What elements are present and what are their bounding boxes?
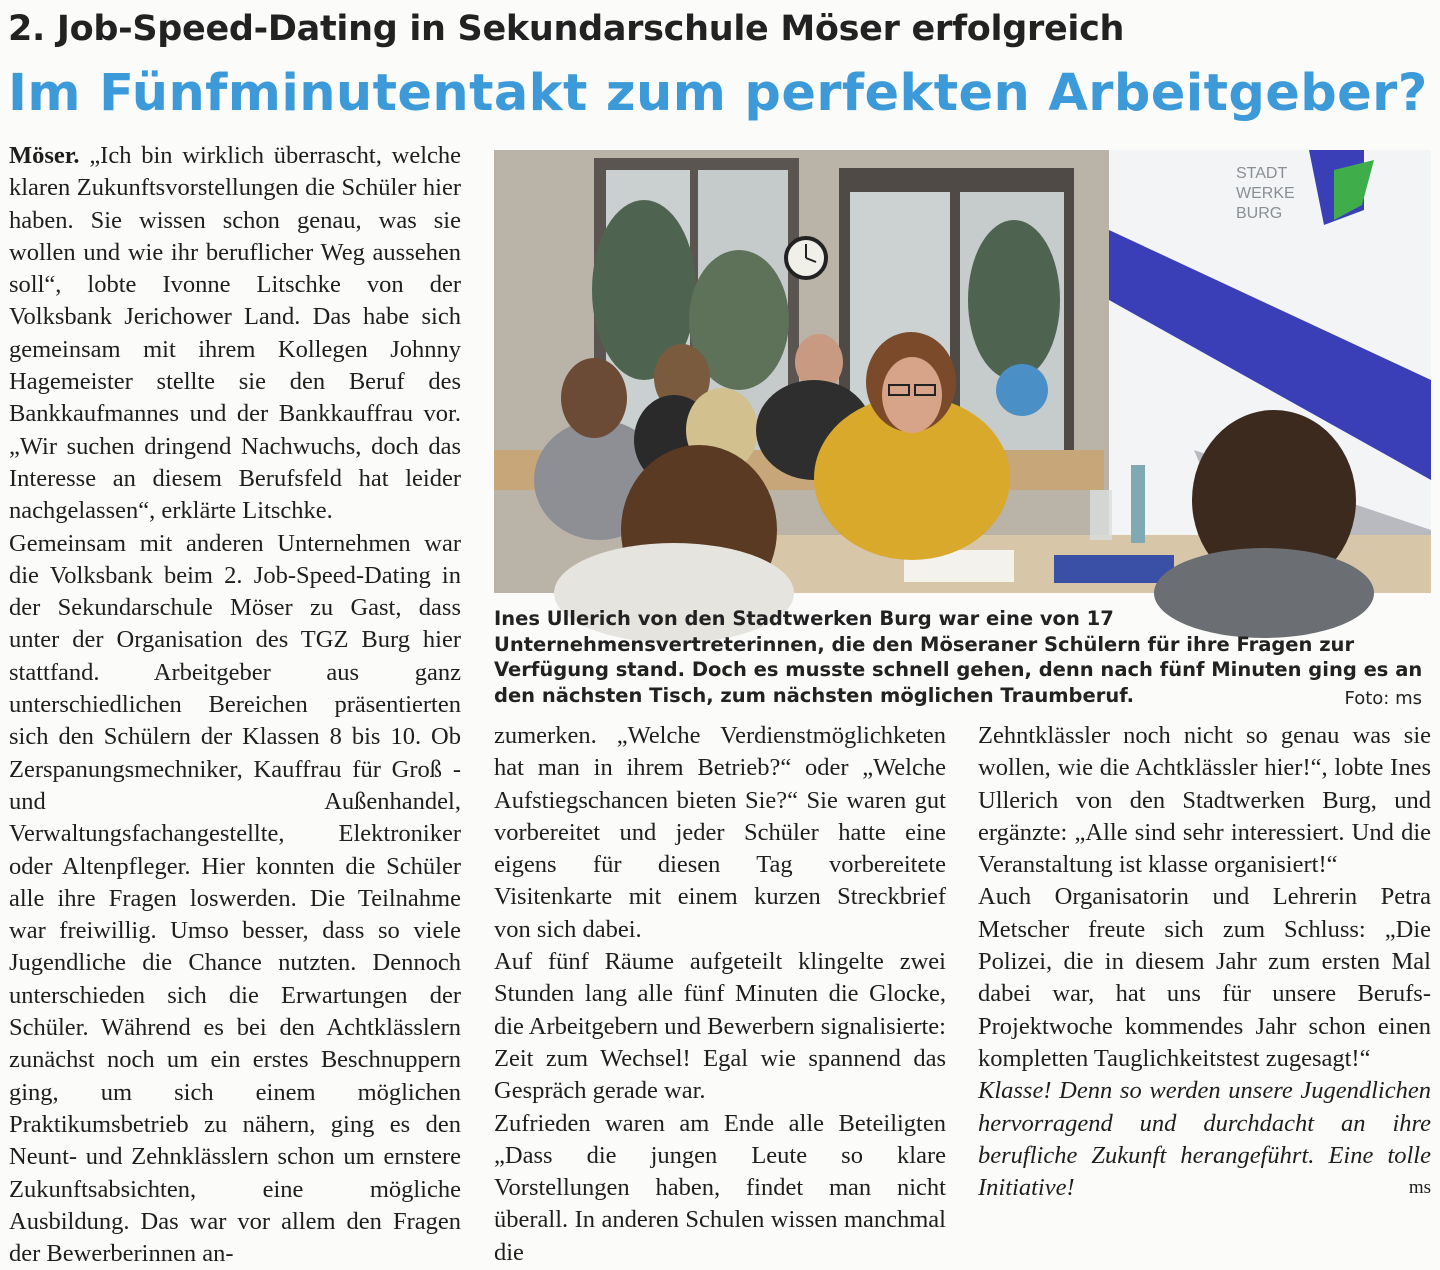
paragraph-1-text: „Ich bin wirklich überrascht, welche klaren Zukunftsvorstellungen die Schüler hier haben. Sie wissen schon genau, was sie wollen und wie ihr beruflicher Weg aussehen soll“, lobte Ivonne Litschke von der Volksbank Jerichower Land. Das habe sich gemeinsam mit ihrem Kollegen Johnny Hagemeister stellte sie den Beruf des Bankkaufmannes und der Bankkauffrau vor. „Wir suchen dringend Nachwuchs, doch das Interesse an diesem Berufsfeld hat leider nachgelassen“, erklärte Litschke.	[9, 142, 462, 525]
text-column-2	[494, 720, 946, 1266]
photo-caption: Ines Ullerich von den Stadtwerken Burg war eine von 17 Unternehmensvertreterinnen, die den Möseraner Schülern für ihre Fragen zur Verfügung stand. Doch es musste schnell gehen, denn nach fünf Minuten ging es an den nächsten Tisch, zum nächsten möglichen Traumberuf.	[494, 607, 1423, 707]
paragraph-2: Gemeinsam mit anderen Unternehmen war die Volksbank beim 2. Job-Speed-Dating in der Sekundarschule Möser zu Gast, dass unter der Organisation des TGZ Burg hier stattfand. Arbeitgeber aus ganz unterschiedlichen Bereichen präsentierten sich den Schülern der Klassen 8 bis 10. Ob Zerspanungsmechniker, Kauffrau für Groß -und Außenhandel, Verwaltungsfachangestellte, Elektroniker oder Altenpfleger. Hier konnten die Schüler alle ihre Fragen loswerden. Die Teilnahme war freiwillig. Umso besser, dass so viele Jugendliche die Chance nutzten. Dennoch unterschieden sich die Erwartungen der Schüler. Während es bei den Achtklässlern zunächst noch um ein erstes Beschnuppern ging, um sich einem möglichen Praktikumsbetrieb zu nähern, ging es den Neunt- und Zehnklässlern schon um ernstere Zukunftsabsichten, eine mögliche Ausbildung. Das war vor allem den Fragen der Bewerberinnen an-	[9, 529, 461, 1268]
banner-logo-line-2: WERKE	[1236, 185, 1295, 202]
article-kicker: 2. Job-Speed-Dating in Sekundarschule Möser erfolgreich	[8, 9, 1125, 49]
banner-logo-line-3: BURG	[1236, 205, 1283, 222]
photo-illustration	[494, 150, 1431, 593]
paragraph-3: Auf fünf Räume aufgeteilt klingelte zwei Stunden lang alle fünf Minuten die Glocke, die Arbeitgebern und Bewerbern signalisierte: Zeit zum Wechsel! Egal wie spannend das Gespräch gerade war.	[494, 948, 946, 1105]
dateline: Möser.	[9, 142, 80, 169]
paragraph-4-continued: Zehntklässler noch nicht so genau was sie wollen, wie die Achtklässler hier!“, lobte Ines Ullerich von den Stadtwerken Burg, und ergänzte: „Alle sind sehr interessiert. Und die Veranstaltung ist klasse organisiert!“	[978, 722, 1431, 879]
paragraph-2-continued: zumerken. „Welche Verdienstmöglichketen hat man in ihrem Betrieb?“ oder „Welche Aufstiegschancen bieten Sie?“ Sie waren gut vorbereitet und jeder Schüler hatte eine eigens für diesen Tag vorbereitete Visitenkarte mit einem kurzen Streckbrief von sich dabei.	[494, 722, 946, 943]
author-initials: ms	[1408, 1177, 1431, 1199]
paragraph-1	[9, 140, 461, 528]
text-column-3	[978, 720, 1431, 1244]
closing-text: Klasse! Denn so werden unsere Jugendlichen hervorragend und durchdacht an ihre berufliche Zukunft herangeführt. Eine tolle Initiative!	[978, 1077, 1431, 1202]
paragraph-5: Auch Organisatorin und Lehrerin Petra Metscher freute sich zum Schluss: „Die Polizei, die in diesem Jahr zum ersten Mal dabei war, hat uns für unsere Berufs-Projektwoche kommendes Jahr schon einen kompletten Tauglichkeitstest zugesagt!“	[978, 883, 1431, 1072]
banner-logo-line-1: STADT	[1236, 165, 1288, 182]
closing-remark	[978, 1075, 1431, 1204]
article-headline: Im Fünfminutentakt zum perfekten Arbeitgeber?	[8, 64, 1428, 123]
text-column-1	[9, 140, 462, 1268]
photo-credit: Foto: ms	[1344, 688, 1422, 709]
paragraph-4: Zufrieden waren am Ende alle Beteiligten „Dass die jungen Leute so klare Vorstellungen haben, findet man nicht überall. In anderen Schulen wissen manchmal die	[494, 1109, 946, 1266]
article-photo	[494, 150, 1431, 593]
